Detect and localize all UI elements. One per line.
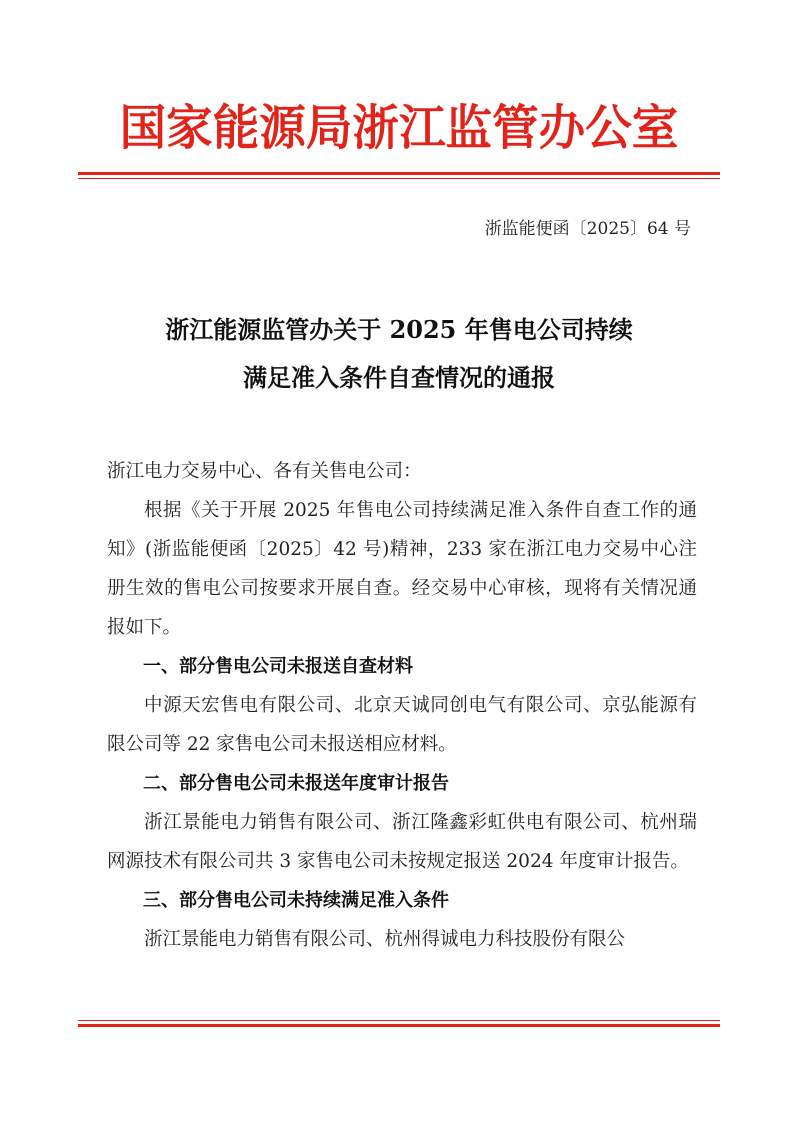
- section-3-heading: 三、部分售电公司未持续满足准入条件: [143, 890, 449, 911]
- title-line-2: 满足准入条件自查情况的通报: [243, 363, 555, 392]
- footer-rule-thin: [78, 1020, 720, 1021]
- document-title: [78, 306, 720, 402]
- footer-rule-thick: [78, 1024, 720, 1027]
- intro-paragraph: 根据《关于开展 2025 年售电公司持续满足准入条件自查工作的通知》(浙监能便函〔2025〕42 号)精神，233 家在浙江电力交易中心注册生效的售电公司按要求开展自查。经交易中心审核，现将有关情况通报如下。: [107, 500, 697, 638]
- section-2-heading: 二、部分售电公司未报送年度审计报告: [143, 773, 449, 794]
- document-body: [107, 452, 697, 959]
- section-1-text: 中源天宏售电有限公司、北京天诚同创电气有限公司、京弘能源有限公司等 22 家售电公司未报送相应材料。: [107, 695, 697, 755]
- masthead-rule-thin: [78, 178, 720, 179]
- title-line-1: 浙江能源监管办关于 2025 年售电公司持续: [165, 315, 633, 344]
- section-1-heading: 一、部分售电公司未报送自查材料: [143, 656, 413, 677]
- section-3-text: 浙江景能电力销售有限公司、杭州得诚电力科技股份有限公: [144, 929, 626, 950]
- issuer-masthead: 国家能源局浙江监管办公室: [119, 100, 679, 156]
- section-2-text: 浙江景能电力销售有限公司、浙江隆鑫彩虹供电有限公司、杭州瑞网源技术有限公司共 3 家售电公司未按规定报送 2024 年度审计报告。: [107, 812, 697, 872]
- masthead-rule-thick: [78, 172, 720, 175]
- document-number: 浙监能便函〔2025〕64 号: [484, 219, 691, 239]
- salutation: 浙江电力交易中心、各有关售电公司：: [107, 461, 422, 482]
